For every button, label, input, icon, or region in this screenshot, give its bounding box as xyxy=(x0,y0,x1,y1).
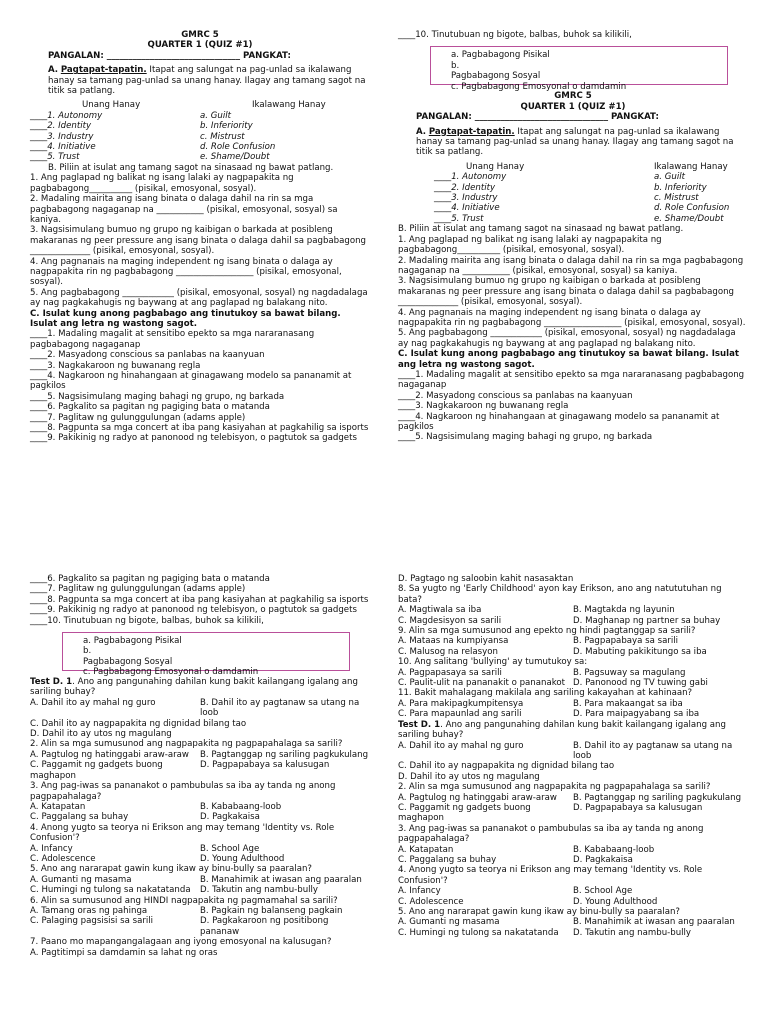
section-b-item[interactable]: 2. Madaling mairita ang isang binata o dalaga dahil na rin sa mga pagbabagong nagaganap na ___________ (pisikal, emosyonal, sosyal) sa kaniya. xyxy=(398,255,744,276)
match-item[interactable]: ____4. Initiative xyxy=(434,203,500,214)
section-c-item[interactable]: ____4. Nagkaroon ng hinahangaan at ginagawang modelo sa pananamit at pagkilos xyxy=(398,411,720,432)
question-text: 5. Ano ang nararapat gawin kung ikaw ay binu-bully sa paaralan? xyxy=(398,907,680,917)
section-b-item[interactable]: 4. Ang pagnanais na maging independent ng isang binata o dalaga ay nagpapakita rin ng pagbabagong __________________ (pisikal, emosyonal, sosyal). xyxy=(30,256,342,288)
quiz-page-bottom-right xyxy=(398,574,748,1024)
choices-box xyxy=(430,46,728,92)
choice-row[interactable]: A. Para makipagkumpitensya B. Para makaangat sa iba xyxy=(398,698,683,709)
choice[interactable]: A. Pagtitimpi sa damdamin sa lahat ng oras xyxy=(30,947,218,958)
choice-c: c. Pagbabagong Emosyonal o damdamin xyxy=(451,81,627,92)
match-option: d. Role Confusion xyxy=(200,142,276,153)
section-a-instructions xyxy=(398,127,748,158)
choice-row[interactable]: C. Humingi ng tulong sa nakatatanda D. Takutin ang nambu-bully xyxy=(30,885,319,896)
choice-row[interactable]: A. Pagtulog ng hatinggabi araw-araw B. Pagtanggap ng sariling pagkukulang xyxy=(30,749,369,760)
section-b-item[interactable]: 2. Madaling mairita ang isang binata o dalaga dahil na rin sa mga pagbabagong nagaganap na ___________ (pisikal, emosyonal, sosyal) sa kaniya. xyxy=(30,194,338,225)
section-c-item[interactable]: ____5. Nagsisimulang maging bahagi ng grupo, ng barkada xyxy=(398,432,653,443)
test-d-title: Test D. 1 xyxy=(398,719,441,730)
match-option: b. Inferiority xyxy=(200,121,253,132)
question-text: 4. Anong yugto sa teorya ni Erikson ang may temang 'Identity vs. Role Confusion'? xyxy=(398,865,703,886)
matching-headers xyxy=(30,100,370,110)
match-item[interactable]: ____1. Autonomy xyxy=(30,110,103,121)
choice-b-letter: b. xyxy=(451,60,460,71)
col2-header: Ikalawang Hanay xyxy=(654,161,728,172)
question-text: Ano ang pangunahing dahilan kung bakit kailangang igalang ang sariling buhay? xyxy=(398,719,726,741)
choice[interactable]: D. Pagtago ng saloobin kahit nasasaktan xyxy=(398,574,574,584)
choice[interactable]: D. Dahil ito ay utos ng magulang xyxy=(398,771,540,782)
choice[interactable]: C. Dahil ito ay nagpapakita ng dignidad bilang tao xyxy=(30,718,247,729)
choice-row[interactable]: C. Paulit-ulit na pananakit o pananakot D. Panonood ng TV tuwing gabi xyxy=(398,678,708,689)
section-c-item[interactable]: ____7. Paglitaw ng gulunggulungan (adams apple) xyxy=(30,412,246,423)
section-b-item[interactable]: 1. Ang paglapad ng balikat ng isang lalaki ay nagpapakita ng pagbabagong__________ (pisikal, emosyonal, sosyal). xyxy=(398,234,662,256)
match-item[interactable]: ____2. Identity xyxy=(30,121,92,132)
section-c-item[interactable]: ____10. Tinutubuan ng bigote, balbas, buhok sa kilikili, xyxy=(398,30,632,40)
section-c-title: C. Isulat kung anong pagbabago ang tinutukoy sa bawat bilang. Isulat ang letra ng wastong sagot. xyxy=(398,349,739,370)
choice-row[interactable]: C. Humingi ng tulong sa nakatatanda D. Takutin ang nambu-bully xyxy=(398,927,692,938)
choice-row[interactable]: A. Mataas na kumpiyansa B. Pagpapabaya sa sarili xyxy=(398,636,679,647)
section-b-title: B. Piliin at isulat ang tamang sagot na sinasaad ng bawat patlang. xyxy=(48,162,334,173)
choice-row[interactable]: C. Paggalang sa buhay D. Pagkakaisa xyxy=(398,854,633,865)
section-c-title: C. Isulat kung anong pagbabago ang tinutukoy sa bawat bilang. Isulat ang letra ng wastong sagot. xyxy=(30,308,341,329)
choice-b: Pagbabagong Sosyal xyxy=(83,656,173,667)
section-b-item[interactable]: 3. Nagsisimulang bumuo ng grupo ng kaibigan o barkada at posibleng makaranas ng peer pressure ang isang binata o dalaga dahil sa pagbabagong ______________ (pisikal, emosyonal, sosyal). xyxy=(398,276,735,308)
section-b-item[interactable]: 5. Ang pagbabagong ____________ (pisikal, emosyonal, sosyal) ng nagdadalaga ay nag pagkakahugis ng baywang at ang paglapad ng balakang nito. xyxy=(30,287,368,309)
match-option: a. Guilt xyxy=(654,172,685,183)
col2-header: Ikalawang Hanay xyxy=(252,100,326,111)
match-item[interactable]: ____2. Identity xyxy=(434,182,496,193)
section-c-item[interactable]: ____4. Nagkaroon ng hinahangaan at ginagawang modelo sa pananamit at pagkilos xyxy=(30,371,352,392)
question-text: 6. Alin sa sumusunod ang HINDI nagpapakita ng pagmamahal sa sarili? xyxy=(30,895,338,906)
match-item[interactable]: ____1. Autonomy xyxy=(434,172,507,183)
match-item[interactable]: ____5. Trust xyxy=(30,152,80,163)
section-c-item[interactable]: ____2. Masyadong conscious sa panlabas na kaanyuan xyxy=(398,390,633,401)
section-c-item[interactable]: ____6. Pagkalito sa pagitan ng pagiging bata o matanda xyxy=(30,402,270,413)
choice-row[interactable]: A. Infancy B. School Age xyxy=(30,843,260,854)
match-item[interactable]: ____4. Initiative xyxy=(30,142,96,153)
choice-row[interactable]: A. Katapatan B. Kababaang-loob xyxy=(30,801,282,812)
matching-table xyxy=(398,172,748,224)
choices-box xyxy=(62,632,350,678)
choice-row[interactable]: C. Malusog na relasyon D. Mabuting pakikitungo sa iba xyxy=(398,646,707,657)
question-text: 9. Alin sa mga sumusunod ang epekto ng hindi pagtanggap sa sarili? xyxy=(398,626,696,637)
test-d-title: Test D. 1 xyxy=(30,677,73,688)
choice-row[interactable]: A. Magtiwala sa iba B. Magtakda ng layunin xyxy=(398,605,675,616)
section-c-item[interactable]: ____9. Pakikinig ng radyo at panonood ng telebisyon, o pagtutok sa gadgets xyxy=(30,605,357,616)
choice-a: a. Pagbabagong Pisikal xyxy=(451,50,550,61)
choice-row[interactable]: A. Gumanti ng masama B. Manahimik at iwasan ang paaralan xyxy=(30,874,362,885)
match-option: c. Mistrust xyxy=(654,193,699,204)
quiz-subtitle: QUARTER 1 (QUIZ #1) xyxy=(147,40,253,51)
choice[interactable]: C. Dahil ito ay nagpapakita ng dignidad bilang tao xyxy=(398,761,615,772)
question-text: 2. Alin sa mga sumusunod ang nagpapakita ng pagpapahalaga sa sarili? xyxy=(398,782,711,793)
choice-row[interactable]: A. Dahil ito ay mahal ng guro B. Dahil ito ay pagtanaw sa utang na loob xyxy=(398,740,733,761)
quiz-title: GMRC 5 xyxy=(181,30,219,40)
quiz-title: GMRC 5 xyxy=(554,91,592,102)
section-c-item[interactable]: ____8. Pagpunta sa mga concert at iba pang kasiyahan at pagkahilig sa isports xyxy=(30,423,369,434)
choice-row[interactable]: C. Adolescence D. Young Adulthood xyxy=(30,853,285,864)
match-option: d. Role Confusion xyxy=(654,203,730,214)
section-c-item[interactable]: ____1. Madaling magalit at sensitibo epekto sa mga nararanasang pagbabagong nagaganap xyxy=(30,329,315,350)
choice-row[interactable]: C. Paggamit ng gadgets buong maghapon D. Pagpapabaya sa kalusugan xyxy=(398,802,703,824)
choice-row[interactable]: A. Infancy B. School Age xyxy=(398,886,633,897)
question-text: 8. Sa yugto ng 'Early Childhood' ayon kay Erikson, ano ang natututuhan ng bata? xyxy=(398,584,722,605)
match-option: a. Guilt xyxy=(200,110,231,121)
choice-row[interactable]: C. Paggalang sa buhay D. Pagkakaisa xyxy=(30,812,260,823)
match-item[interactable]: ____3. Industry xyxy=(434,193,498,204)
question-text: 3. Ang pag-iwas sa pananakot o pambubulas sa iba ay tanda ng anong pagpapahalaga? xyxy=(30,781,336,802)
section-a-title: Pagtapat-tapatin. xyxy=(60,65,147,76)
section-a-label: A. xyxy=(48,65,59,76)
choice-row[interactable]: C. Adolescence D. Young Adulthood xyxy=(398,896,658,907)
choice-b: Pagbabagong Sosyal xyxy=(451,71,541,82)
section-b-title: B. Piliin at isulat ang tamang sagot na sinasaad ng bawat patlang. xyxy=(398,224,684,235)
choice[interactable]: D. Dahil ito ay utos ng magulang xyxy=(30,729,172,740)
match-option: b. Inferiority xyxy=(654,182,707,193)
section-a-title: Pagtapat-tapatin. xyxy=(428,126,515,137)
match-item[interactable]: ____3. Industry xyxy=(30,131,94,142)
quiz-page-top-left xyxy=(30,30,370,520)
choice-row[interactable]: A. Pagtulog ng hatinggabi araw-araw B. Pagtanggap ng sariling pagkukulang xyxy=(398,792,742,803)
col1-header: Unang Hanay xyxy=(82,100,141,111)
choice-row[interactable]: A. Tamang oras ng pahinga B. Pagkain ng balanseng pagkain xyxy=(30,905,343,916)
choice-row[interactable]: C. Palaging pagsisisi sa sarili D. Pagkakaroon ng positibong pananaw xyxy=(30,916,329,937)
choice-row[interactable]: A. Katapatan B. Kababaang-loob xyxy=(398,844,655,855)
question-text: 11. Bakit mahalagang makilala ang sariling kakayahan at kahinaan? xyxy=(398,688,693,699)
match-option: e. Shame/Doubt xyxy=(200,152,270,163)
question-text: 10. Ang salitang 'bullying' ay tumutukoy sa: xyxy=(398,657,588,668)
test-d-q1: Test D. 1. Ano ang pangunahing dahilan kung bakit kailangang igalang ang sariling buhay? xyxy=(30,677,358,698)
section-c-item[interactable]: ____7. Paglitaw ng gulunggulungan (adams apple) xyxy=(30,584,246,595)
section-c-item[interactable]: ____8. Pagpunta sa mga concert at iba pang kasiyahan at pagkahilig sa isports xyxy=(30,594,369,605)
choice-row[interactable]: C. Para mapaunlad ang sarili D. Para maipagyabang sa iba xyxy=(398,709,700,720)
choice-row[interactable]: A. Gumanti ng masama B. Manahimik at iwasan ang paaralan xyxy=(398,917,735,928)
quiz-subtitle: QUARTER 1 (QUIZ #1) xyxy=(520,101,626,112)
section-c-item[interactable]: ____3. Nagkakaroon ng buwanang regla xyxy=(30,360,201,371)
section-c-item[interactable]: ____1. Madaling magalit at sensitibo epekto sa mga nararanasang pagbabagong nagaganap xyxy=(398,369,745,391)
section-c-item[interactable]: ____3. Nagkakaroon ng buwanang regla xyxy=(398,401,569,412)
match-option: e. Shame/Doubt xyxy=(654,213,724,224)
section-c-item[interactable]: ____2. Masyadong conscious sa panlabas na kaanyuan xyxy=(30,350,265,361)
col1-header: Unang Hanay xyxy=(466,161,525,172)
choice-row[interactable]: A. Pagpapasaya sa sarili B. Pagsuway sa magulang xyxy=(398,667,686,678)
match-option: c. Mistrust xyxy=(200,131,245,142)
question-text: 4. Anong yugto sa teorya ni Erikson ang may temang 'Identity vs. Role Confusion'? xyxy=(30,822,335,844)
choice-a: a. Pagbabagong Pisikal xyxy=(83,636,182,647)
section-a-instructions xyxy=(30,65,370,96)
name-field-label[interactable]: PANGALAN: _______________________________ PANGKAT: xyxy=(416,112,659,123)
question-text: 7. Paano mo mapangangalagaan ang iyong emosyonal na kalusugan? xyxy=(30,937,332,948)
choice-row[interactable]: A. Dahil ito ay mahal ng guro B. Dahil ito ay pagtanaw sa utang na loob xyxy=(30,697,360,719)
section-b-item[interactable]: 5. Ang pagbabagong ____________ (pisikal, emosyonal, sosyal) ng nagdadalaga ay nag pagkakahugis ng baywang at ang paglapad ng balakang nito. xyxy=(398,328,736,349)
section-b-item[interactable]: 1. Ang paglapad ng balikat ng isang lalaki ay nagpapakita ng pagbabagong__________ (pisikal, emosyonal, sosyal). xyxy=(30,173,294,194)
section-a-label: A. xyxy=(416,126,427,137)
section-a-text: Itapat ang salungat na pag-unlad sa ikalawang hanay sa tamang pag-unlad sa unang hanay. Ilagay ang tamang sagot na titik sa patlang. xyxy=(48,65,366,97)
question-text: 2. Alin sa mga sumusunod ang nagpapakita ng pagpapahalaga sa sarili? xyxy=(30,739,343,750)
matching-headers xyxy=(398,162,748,172)
question-text: 3. Ang pag-iwas sa pananakot o pambubulas sa iba ay tanda ng anong pagpapahalaga? xyxy=(398,823,704,845)
match-item[interactable]: ____5. Trust xyxy=(434,213,484,224)
choice-row[interactable]: C. Paggamit ng gadgets buong maghapon D. Pagpapabaya sa kalusugan xyxy=(30,760,330,781)
quiz-page-top-right xyxy=(398,30,748,520)
section-a-text: Itapat ang salungat na pag-unlad sa ikalawang hanay sa tamang pag-unlad sa unang hanay. Ilagay ang tamang sagot na titik sa patlang. xyxy=(416,126,734,158)
test-d-q1: Test D. 1. Ano ang pangunahing dahilan kung bakit kailangang igalang ang sariling buhay? xyxy=(398,719,726,741)
choice-row[interactable]: C. Magdesisyon sa sarili D. Maghanap ng partner sa buhay xyxy=(398,615,721,626)
matching-table xyxy=(30,111,370,163)
choice-b-letter: b. xyxy=(83,646,92,657)
quiz-page-bottom-left xyxy=(30,574,370,1024)
question-text: Ano ang pangunahing dahilan kung bakit kailangang igalang ang sariling buhay? xyxy=(30,677,358,698)
section-c-item[interactable]: ____10. Tinutubuan ng bigote, balbas, buhok sa kilikili, xyxy=(30,615,264,626)
choice-c: c. Pagbabagong Emosyonal o damdamin xyxy=(83,667,259,678)
section-b-item[interactable]: 4. Ang pagnanais na maging independent ng isang binata o dalaga ay nagpapakita rin ng pagbabagong __________________ (pisikal, emosyonal, sosyal). xyxy=(398,307,746,328)
name-field-label[interactable]: PANGALAN: _______________________________ PANGKAT: xyxy=(48,50,291,61)
section-b-item[interactable]: 3. Nagsisimulang bumuo ng grupo ng kaibigan o barkada at posibleng makaranas ng peer pressure ang isang binata o dalaga dahil sa pagbabagong ______________ (pisikal, emosyonal, sosyal). xyxy=(30,225,367,257)
section-c-item[interactable]: ____9. Pakikinig ng radyo at panonood ng telebisyon, o pagtutok sa gadgets xyxy=(30,433,357,444)
section-c-item[interactable]: ____6. Pagkalito sa pagitan ng pagiging bata o matanda xyxy=(30,574,270,584)
section-c-item[interactable]: ____5. Nagsisimulang maging bahagi ng grupo, ng barkada xyxy=(30,391,285,402)
question-text: 5. Ano ang nararapat gawin kung ikaw ay binu-bully sa paaralan? xyxy=(30,864,312,875)
